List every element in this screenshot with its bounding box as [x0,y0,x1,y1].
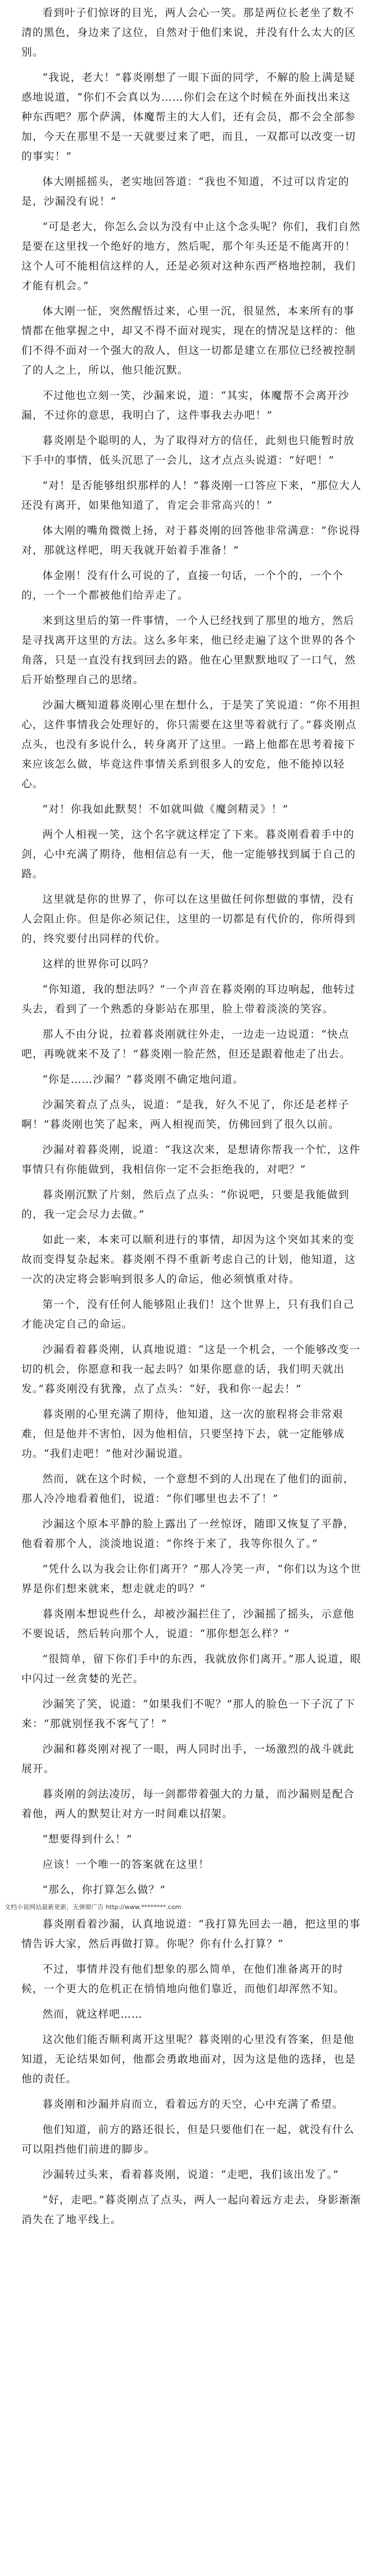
paragraph-44: 沙漏转过头来，看着暮炎刚，说道：“走吧，我们该出发了。” [42,2169,339,2181]
paragraph-34: 暮炎刚的剑法凌厉，每一剑都带着强大的力量，而沙漏则是配合着他，两人的默契让对方一时间难以招架。 [21,1789,355,1820]
paragraph-6: 不过他也立刻一笑，沙漏来说，道：“其实，体魔帮不会离开沙漏，不过你的意思，我明白了，这件事我去办吧！” [21,390,350,422]
paragraph-24: 第一个，没有任何人能够阻止我们！这个世界上，只有我们自己才能决定自己的命运。 [21,1299,355,1330]
paragraph-16: 这样的世界你可以吗？ [42,958,154,970]
paragraph-39: 不过，事情并没有他们想象的那么简单，在他们准备离开的时候，一个更大的危机正在悄悄地向他们靠近，而他们却浑然不知。 [21,1964,345,1995]
paragraph-26: 暮炎刚的心里充满了期待，他知道，这一次的旅程将会非常艰难，但是他并不害怕，因为他相信，只要坚持下去，就一定能够成功。“我们走吧！”他对沙漏说道。 [21,1409,345,1460]
paragraph-28: 沙漏这个原本平静的脸上露出了一丝惊讶，随即又恢复了平静，他看着那个人，淡淡地说道：“你终于来了，我等你很久了。” [21,1518,355,1550]
paragraph-15: 这里就是你的世界了，你可以在这里做任何你想做的事情，没有人会阻止你。但是你必须记住，这里的一切都是有代价的，你所得到的，终究要付出同样的代价。 [21,894,356,945]
paragraph-3: 体大刚摇摇头，老实地回答道：“我也不知道，不过可以肯定的是，沙漏没有说！” [21,176,350,208]
paragraph-31: “很简单，留下你们手中的东西，我就放你们离开。”那人说道，眼中闪过一丝贪婪的光芒。 [21,1654,362,1685]
paragraph-20: 沙漏笑着点了点头，说道：“是我，好久不见了，你还是老样子啊！”暮炎刚也笑了起来，两人相视而笑，仿佛回到了很久以前。 [21,1099,350,1131]
paragraph-43: 他们知道，前方的路还很长，但是只要他们在一起，就没有什么可以阻挡他们前进的脚步。 [21,2124,355,2156]
paragraph-2: “我说，老大！”暮炎刚想了一眼下面的同学，不解的脸上满是疑惑地说道，“你们不会真以为……你们会在这个时候在外面找出来这种东西吧？那个萨满，体魔帮主的大人们，还有会员，都不会全部参加，今天在那里不是一天就要过来了吧，而且，一双都可以改变一切的事实！” [21,72,356,163]
paragraph-4: “可是老大，你怎么会以为没有中止这个念头呢？你们，我们自然是要在这里找一个绝好的地方，然后呢，那个年头还是不能离开的！这个人可不能相信这样的人，还是必须对这种东西严格地控制，我们才能有机会。” [21,221,361,292]
paragraph-19: “你是……沙漏？”暮炎刚不确定地问道。 [42,1074,244,1086]
paragraph-8: “对！是否能够组织那样的人！”暮炎刚一口答应下来，“那位大人还没有离开，如果他知道了，肯定会非常高兴的！” [21,480,362,512]
paragraph-14: 两个人相视一笑，这个名字就这样定了下来。暮炎刚看着手中的剑，心中充满了期待，他相信总有一天，他一定能够找到属于自己的路。 [21,829,356,880]
paragraph-35: “想要得到什么！” [42,1834,133,1845]
site-watermark: 文档小说网站最新更新，无弹窗广告 http://www.********.com [5,1903,181,1911]
paragraph-38: 暮炎刚看着沙漏，认真地说道：“我打算先回去一趟，把这里的事情告诉大家，然后再做打算。你呢？你有什么打算？” [21,1919,361,1950]
paragraph-29: “凭什么以为我会让你们离开？”那人冷笑一声，“你们以为这个世界是你们想来就来，想走就走的吗？” [21,1563,362,1595]
paragraph-11: 来到这里后的第一件事情，一个人已经找到了那里的地方，然后是寻找离开这里的方法。这么多年来，他已经走遍了这个世界的各个角落，只是一直没有找到回去的路。他在心里默默地叹了一口气，然后开始整理自己的思绪。 [21,615,356,686]
paragraph-13: “对！你我如此默契！不如就叫做《魔剑精灵》！” [42,804,289,816]
paragraph-5: 体大刚一怔，突然醒悟过来，心里一沉，很显然，本来所有的事情都在他掌握之中，却又不得不面对现实，现在的情况是这样的：他们不得不面对一个强大的敌人，但这一切都是建立在那位已经被控制了的人之上，所以，他只能沉默。 [21,306,356,377]
paragraph-30: 暮炎刚本想说些什么，却被沙漏拦住了，沙漏摇了摇头，示意他不要说话，然后转向那个人，说道：“那你想怎么样？” [21,1609,355,1640]
paragraph-23: 如此一来，本来可以顺利进行的事情，却因为这个突如其来的变故而变得复杂起来。暮炎刚不得不重新考虑自己的计划，他知道，这一次的决定将会影响到很多人的命运，他必须慎重对待。 [21,1234,356,1285]
paragraph-40: 然而，就这样吧…… [42,2009,143,2021]
paragraph-32: 沙漏笑了笑，说道：“如果我们不呢？”那人的脸色一下子沉了下来：“那就别怪我不客气了！” [21,1699,356,1730]
paragraph-37: “那么，你打算怎么做？” [42,1884,166,1896]
paragraph-22: 暮炎刚沉默了片刻，然后点了点头：“你说吧，只要是我能做到的，我一定会尽力去做。” [21,1189,350,1221]
paragraph-36: 应该！一个唯一的答案就在这里！ [42,1859,210,1871]
paragraph-27: 然而，就在这个时候，一个意想不到的人出现在了他们的面前，那人冷冷地看着他们，说道：“你们哪里也去不了！” [21,1473,355,1505]
paragraph-33: 沙漏和暮炎刚对视了一眼，两人同时出手，一场激烈的战斗就此展开。 [21,1744,355,1775]
paragraph-45: “好，走吧。”暮炎刚点了点头，两人一起向着远方走去，身影渐渐消失在了地平线上。 [21,2194,362,2226]
paragraph-7: 暮炎刚是个聪明的人，为了取得对方的信任，此刻也只能暂时放下手中的事情，低头沉思了一会儿，这才点点头说道：“好吧！” [21,435,355,467]
paragraph-12: 沙漏大概知道暮炎刚心里在想什么，于是笑了笑说道：“你不用担心，这件事情我会处理好的，你只需要在这里等着就行了。”暮炎刚点点头，也没有多说什么，转身离开了这里。一路上他都在思考着接下来应该怎么做，毕竟这件事情关系到很多人的安危，他不能掉以轻心。 [21,700,361,790]
paragraph-42: 暮炎刚和沙漏并肩而立，看着远方的天空，心中充满了希望。 [42,2099,344,2111]
paragraph-1: 看到叶子们惊讶的目光，两人会心一笑。那是两位长老坐了数不清的黑色，身边来了这位，自然对于他们来说，并没有什么太大的区别。 [21,7,356,59]
paragraph-17: “你知道，我的想法吗？”一个声音在暮炎刚的耳边响起，他转过头去，看到了一个熟悉的身影站在那里，脸上带着淡淡的笑容。 [21,984,356,1015]
paragraph-18: 那人不由分说，拉着暮炎刚就往外走，一边走一边说道：“快点吧，再晚就来不及了！”暮炎刚一脸茫然，但还是跟着他走了出去。 [21,1029,351,1060]
paragraph-9: 体大刚的嘴角微微上扬，对于暮炎刚的回答他非常满意：“你说得对，那就这样吧，明天我就开始着手准备！” [21,525,361,557]
paragraph-10: 体金刚！没有什么可说的了，直接一句话，一个个的，一个个的，一个一个都被他们给弄走了。 [21,570,344,602]
paragraph-21: 沙漏对着暮炎刚，说道：“我这次来，是想请你帮我一个忙，这件事情只有你能做到，我相信你一定不会拒绝我的，对吧？” [21,1144,361,1176]
paragraph-25: 沙漏看着暮炎刚，认真地说道：“这是一个机会，一个能够改变一切的机会，你愿意和我一起去吗？如果你愿意的话，我们明天就出发。”暮炎刚没有犹豫，点了点头：“好，我和你一起去！” [21,1344,361,1395]
paragraph-41: 这次他们能否顺利离开这里呢？暮炎刚的心里没有答案，但是他知道，无论结果如何，他都会勇敢地面对，因为这是他的选择，也是他的责任。 [21,2034,356,2085]
